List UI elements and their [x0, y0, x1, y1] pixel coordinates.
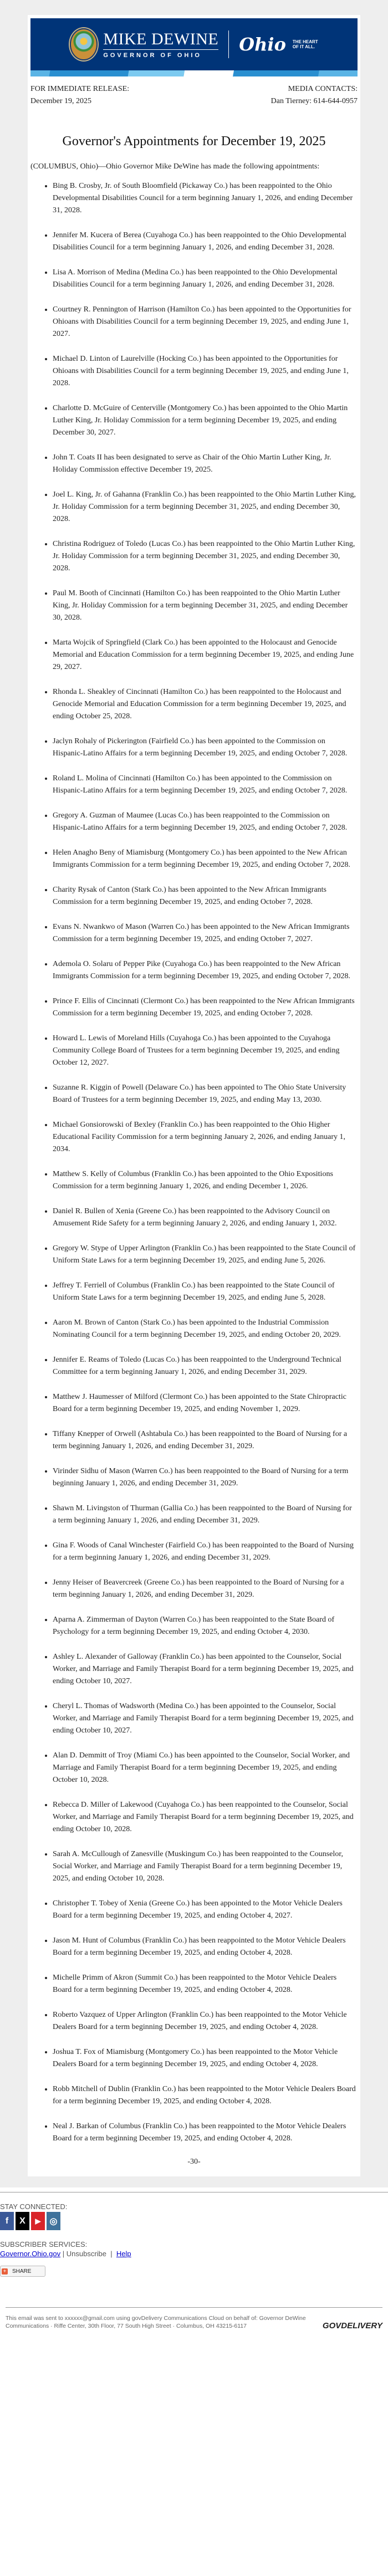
governor-seal-icon — [70, 28, 98, 60]
appointment-item: • Courtney R. Pennington of Harrison (Hamilton Co.) has been appointed to the Opportunities for Ohioans with Disabilities Council for a term beginning December 19, 2025, and ending June 1, 2027. — [53, 304, 358, 340]
header-stripe — [30, 70, 358, 76]
subscriber-links — [0, 2250, 388, 2258]
appointment-item: • Marta Wojcik of Springfield (Clark Co.) has been appointed to the Holocaust and Genocide Memorial and Education Commission for a term beginning December 19, 2025, and ending June 29, 2027. — [53, 637, 358, 673]
appointment-item: • Christopher T. Tobey of Xenia (Greene Co.) has been appointed to the Motor Vehicle Dealers Board for a term beginning December 19, 2025, and ending October 4, 2027. — [53, 1898, 358, 1922]
link-separator: | — [62, 2250, 65, 2258]
media-contact: Dan Tierney: 614-644-0957 — [270, 97, 358, 105]
plus-icon: + — [2, 2268, 8, 2275]
appointment-item: • Jennifer E. Reams of Toledo (Lucas Co.) has been reappointed to the Underground Technical Committee for a term beginning January 1, 2026, and ending December 31, 2029. — [53, 1354, 358, 1378]
social-links — [0, 2212, 388, 2230]
appointment-item: • Gregory A. Guzman of Maumee (Lucas Co.) has been reappointed to the Commission on Hispanic-Latino Affairs for a term beginning December 19, 2025, and ending October 7, 2028. — [53, 810, 358, 834]
appointment-item: • Rebecca D. Miller of Lakewood (Cuyahoga Co.) has been reappointed to the Counselor, Social Worker, and Marriage and Family Therapist Board for a term beginning December 19, 2025, and ending October 10, 2028. — [53, 1799, 358, 1836]
appointment-item: • Daniel R. Bullen of Xenia (Greene Co.) has been reappointed to the Advisory Council on Amusement Ride Safety for a term beginning January 2, 2026, and ending January 1, 2032. — [53, 1205, 358, 1230]
share-label: SHARE — [12, 2268, 32, 2275]
appointment-item: • Matthew S. Kelly of Columbus (Franklin Co.) has been appointed to the Ohio Expositions Commission for a term beginning January 1, 2026, and ending December 1, 2026. — [53, 1168, 358, 1193]
appointment-item: • Tiffany Knepper of Orwell (Ashtabula Co.) has been reappointed to the Board of Nursing for a term beginning January 1, 2026, and ending December 31, 2029. — [53, 1428, 358, 1453]
appointment-item: • Alan D. Demmitt of Troy (Miami Co.) has been appointed to the Counselor, Social Worker, and Marriage and Family Therapist Board for a term beginning December 19, 2025, and ending October 10, 2028. — [53, 1750, 358, 1786]
appointment-item: • Sarah A. McCullough of Zanesville (Muskingum Co.) has been reappointed to the Counselor, Social Worker, and Marriage and Family Therapist Board for a term beginning December 19, 2025, and ending October 10, 2028. — [53, 1848, 358, 1885]
appointment-item: • Jeffrey T. Ferriell of Columbus (Franklin Co.) has been reappointed to the State Council of Uniform State Laws for a term beginning December 19, 2025, and ending June 5, 2028. — [53, 1280, 358, 1304]
appointment-item: • Neal J. Barkan of Columbus (Franklin Co.) has been reappointed to the Motor Vehicle Dealers Board for a term beginning December 19, 2025, and ending October 4, 2028. — [53, 2120, 358, 2145]
help-link[interactable]: Help — [116, 2250, 131, 2258]
appointment-item: • Joel L. King, Jr. of Gahanna (Franklin Co.) has been reappointed to the Ohio Martin Luther King, Jr. Holiday Commission for a term beginning December 31, 2025, and ending December 30, 2028. — [53, 489, 358, 525]
logo-divider — [228, 30, 229, 58]
email-footer — [0, 2192, 388, 2330]
unsubscribe-link[interactable]: Unsubscribe — [66, 2250, 107, 2258]
appointment-item: • Michael D. Linton of Laurelville (Hocking Co.) has been appointed to the Opportunities for Ohioans with Disabilities Council for a term beginning December 19, 2025, and ending June 1, 2028. — [53, 353, 358, 390]
release-label: FOR IMMEDIATE RELEASE: — [30, 85, 130, 93]
appointment-item: • Rhonda L. Sheakley of Cincinnati (Hamilton Co.) has been reappointed to the Holocaust and Genocide Memorial and Education Commission for a term beginning December 19, 2025, and ending October 25, 2028. — [53, 686, 358, 723]
release-meta — [30, 83, 358, 108]
appointment-item: • Ashley L. Alexander of Galloway (Franklin Co.) has been appointed to the Counselor, Social Worker, and Marriage and Family Therapist Board for a term beginning December 19, 2025, and ending October 10, 2027. — [53, 1651, 358, 1688]
appointment-item: • Cheryl L. Thomas of Wadsworth (Medina Co.) has been appointed to the Counselor, Social Worker, and Marriage and Family Therapist Board for a term beginning December 19, 2025, and ending October 10, 2027. — [53, 1700, 358, 1737]
end-mark: -30- — [187, 2158, 201, 2166]
appointment-item: • Charlotte D. McGuire of Centerville (Montgomery Co.) has been appointed to the Ohio Martin Luther King, Jr. Holiday Commission for a term beginning December 19, 2025, and ending December 30, 2027. — [53, 402, 358, 439]
appointments-list — [30, 180, 358, 2145]
governor-title: GOVERNOR OF OHIO — [103, 52, 202, 59]
appointment-item: • Aaron M. Brown of Canton (Stark Co.) has been appointed to the Industrial Commission Nominating Council for a term beginning December 19, 2025, and ending October 20, 2029. — [53, 1317, 358, 1341]
appointment-item: • Michael Gonsiorowski of Bexley (Franklin Co.) has been reappointed to the Ohio Higher Educational Facility Commission for a term beginning January 2, 2026, and ending January 1, 2034. — [53, 1119, 358, 1156]
appointment-item: • John T. Coats II has been designated to serve as Chair of the Ohio Martin Luther King, Jr. Holiday Commission effective December 19, 2025. — [53, 452, 358, 476]
governor-logo — [103, 30, 218, 59]
header-banner — [30, 18, 358, 70]
page-title: Governor's Appointments for December 19, 2025 — [62, 134, 326, 149]
appointment-item: • Jennifer M. Kucera of Berea (Cuyahoga Co.) has been reappointed to the Ohio Developmental Disabilities Council for a term beginning January 1, 2026, and ending December 31, 2028. — [53, 229, 358, 254]
appointment-item: • Jenny Heiser of Beavercreek (Greene Co.) has been reappointed to the Board of Nursing for a term beginning January 1, 2026, and ending December 31, 2029. — [53, 1577, 358, 1601]
appointment-item: • Shawn M. Livingston of Thurman (Gallia Co.) has been reappointed to the Board of Nursing for a term beginning January 1, 2026, and ending December 31, 2029. — [53, 1502, 358, 1527]
appointment-item: • Virinder Sidhu of Mason (Warren Co.) has been reappointed to the Board of Nursing for a term beginning January 1, 2026, and ending December 31, 2029. — [53, 1465, 358, 1490]
appointment-item: • Lisa A. Morrison of Medina (Medina Co.) has been reappointed to the Ohio Developmental Disabilities Council for a term beginning January 1, 2026, and ending December 31, 2028. — [53, 267, 358, 291]
governor-name: MIKE DEWINE — [103, 30, 218, 50]
appointment-item: • Roland L. Molina of Cincinnati (Hamilton Co.) has been appointed to the Commission on Hispanic-Latino Affairs for a term beginning December 19, 2025, and ending October 7, 2028. — [53, 773, 358, 797]
appointment-item: • Bing B. Crosby, Jr. of South Bloomfield (Pickaway Co.) has been reappointed to the Ohio Developmental Disabilities Council for a term beginning January 1, 2026, and ending December 31, 2028. — [53, 180, 358, 217]
youtube-icon[interactable]: ▶ — [31, 2212, 45, 2230]
appointment-item: • Gina F. Woods of Canal Winchester (Fairfield Co.) has been reappointed to the Board of Nursing for a term beginning January 1, 2026, and ending December 31, 2029. — [53, 1540, 358, 1564]
govdelivery-logo[interactable]: GOVDELIVERY — [322, 2321, 382, 2330]
appointment-item: • Michelle Primm of Akron (Summit Co.) has been reappointed to the Motor Vehicle Dealers Board for a term beginning December 19, 2025, and ending October 4, 2028. — [53, 1972, 358, 1996]
appointment-item: • Charity Rysak of Canton (Stark Co.) has been appointed to the New African Immigrants Commission for a term beginning December 19, 2025, and ending October 7, 2028. — [53, 884, 358, 908]
press-release-card — [28, 15, 360, 2176]
appointment-item: • Prince F. Ellis of Cincinnati (Clermont Co.) has been reappointed to the New African Immigrants Commission for a term beginning December 19, 2025, and ending October 7, 2028. — [53, 995, 358, 1020]
appointment-item: • Suzanne R. Kiggin of Powell (Delaware Co.) has been appointed to The Ohio State University Board of Trustees for a term beginning December 19, 2025, and ending May 13, 2030. — [53, 1082, 358, 1106]
ohio-logo: Ohio — [239, 34, 286, 55]
appointment-item: • Jaclyn Rohaly of Pickerington (Fairfield Co.) has been appointed to the Commission on Hispanic-Latino Affairs for a term beginning December 19, 2025, and ending October 7, 2028. — [53, 735, 358, 760]
release-date: December 19, 2025 — [30, 97, 92, 105]
x-twitter-icon[interactable]: X — [16, 2212, 29, 2230]
instagram-icon[interactable]: ◎ — [47, 2212, 60, 2230]
appointment-item: • Ademola O. Solaru of Pepper Pike (Cuyahoga Co.) has been reappointed to the New African Immigrants Commission for a term beginning December 19, 2025, and ending October 7, 2028. — [53, 958, 358, 983]
tagline-line-2: OF IT ALL. — [292, 44, 315, 49]
appointment-item: • Gregory W. Stype of Upper Arlington (Franklin Co.) has been reappointed to the State Council of Uniform State Laws for a term beginning December 19, 2025, and ending June 5, 2026. — [53, 1243, 358, 1267]
appointment-item: • Robb Mitchell of Dublin (Franklin Co.) has been reappointed to the Motor Vehicle Dealers Board for a term beginning December 19, 2025, and ending October 4, 2028. — [53, 2083, 358, 2108]
share-button[interactable] — [0, 2266, 45, 2277]
appointment-item: • Jason M. Hunt of Columbus (Franklin Co.) has been reappointed to the Motor Vehicle Dealers Board for a term beginning December 19, 2025, and ending October 4, 2028. — [53, 1935, 358, 1959]
appointment-item: • Joshua T. Fox of Miamisburg (Montgomery Co.) has been reappointed to the Motor Vehicle Dealers Board for a term beginning December 19, 2025, and ending October 4, 2028. — [53, 2046, 358, 2071]
appointment-item: • Aparna A. Zimmerman of Dayton (Warren Co.) has been reappointed to the State Board of Psychology for a term beginning December 19, 2025, and ending October 4, 2030. — [53, 1614, 358, 1638]
disclaimer-line-1: This email was sent to xxxxxx@gmail.com using govDelivery Communications Cloud on behalf of: Governor DeWine — [6, 2315, 306, 2322]
link-separator: | — [110, 2250, 113, 2258]
appointment-item: • Evans N. Nwankwo of Mason (Warren Co.) has been appointed to the New African Immigrants Commission for a term beginning December 19, 2025, and ending October 7, 2027. — [53, 921, 358, 945]
appointment-item: • Matthew J. Haumesser of Milford (Clermont Co.) has been appointed to the State Chiropractic Board for a term beginning December 19, 2025, and ending November 1, 2029. — [53, 1391, 358, 1415]
subscriber-services-label: SUBSCRIBER SERVICES: — [0, 2240, 88, 2248]
media-contacts-label: MEDIA CONTACTS: — [288, 85, 358, 93]
stay-connected-label: STAY CONNECTED: — [0, 2202, 68, 2211]
appointment-item: • Helen Anagho Beny of Miamisburg (Montgomery Co.) has been appointed to the New African Immigrants Commission for a term beginning December 19, 2025, and ending October 7, 2028. — [53, 847, 358, 871]
intro-paragraph: (COLUMBUS, Ohio)—Ohio Governor Mike DeWine has made the following appointments: — [30, 162, 320, 171]
governor-site-link[interactable]: Governor.Ohio.gov — [0, 2250, 61, 2258]
appointment-item: • Paul M. Booth of Cincinnati (Hamilton Co.) has been reappointed to the Ohio Martin Luther King, Jr. Holiday Commission for a term beginning December 31, 2025, and ending December 30, 2028. — [53, 587, 358, 624]
appointment-item: • Roberto Vazquez of Upper Arlington (Franklin Co.) has been reappointed to the Motor Vehicle Dealers Board for a term beginning December 19, 2025, and ending October 4, 2028. — [53, 2009, 358, 2033]
ohio-tagline — [293, 39, 318, 49]
appointment-item: • Howard L. Lewis of Moreland Hills (Cuyahoga Co.) has been appointed to the Cuyahoga Community College Board of Trustees for a term beginning December 19, 2025, and ending October 12, 2027. — [53, 1033, 358, 1069]
tagline-line-1: THE HEART — [292, 39, 318, 44]
disclaimer-line-2: Communications · Riffe Center, 30th Floor, 77 South High Street · Columbus, OH 43215-6117 — [6, 2323, 247, 2329]
footer-disclaimer — [6, 2307, 382, 2330]
facebook-icon[interactable]: f — [0, 2212, 14, 2230]
appointment-item: • Christina Rodriguez of Toledo (Lucas Co.) has been reappointed to the Ohio Martin Luther King, Jr. Holiday Commission for a term beginning December 31, 2025, and ending December 30, 2028. — [53, 538, 358, 575]
